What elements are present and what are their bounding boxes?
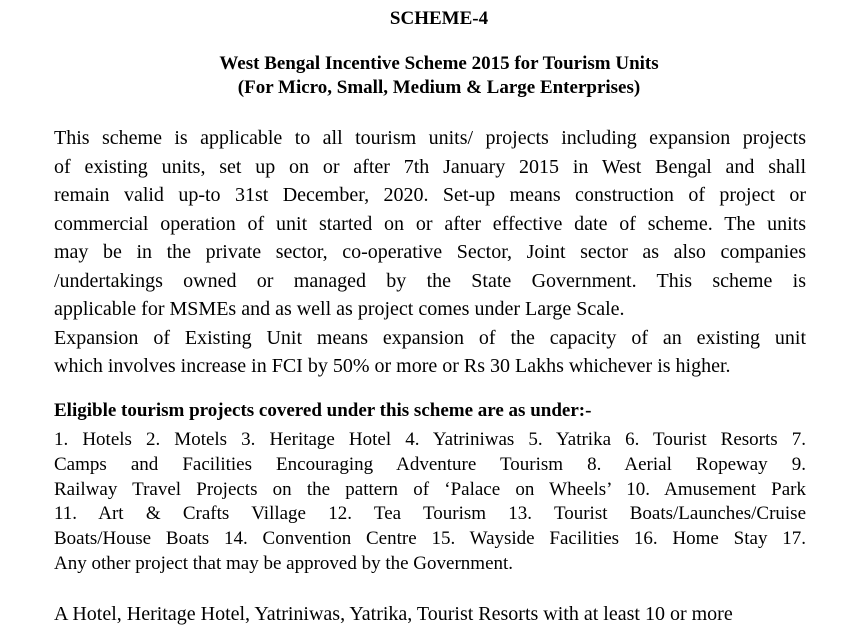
projects-line: 11. Art & Crafts Village 12. Tea Tourism 13. Tourist Boats/Launches/Cruise bbox=[54, 503, 806, 525]
scheme-subtitle: (For Micro, Small, Medium & Large Enterprises) bbox=[237, 77, 641, 98]
expansion-line: Expansion of Existing Unit means expansion of the capacity of an existing unit bbox=[54, 326, 806, 349]
intro-line: /undertakings owned or managed by the State Government. This scheme is bbox=[54, 269, 806, 292]
closing-paragraph: A Hotel, Heritage Hotel, Yatriniwas, Yatrika, Tourist Resorts with at least 10 or more bbox=[54, 603, 733, 625]
scheme-number-heading: SCHEME-4 bbox=[389, 8, 489, 29]
intro-line: applicable for MSMEs and as well as project comes under Large Scale. bbox=[54, 298, 625, 320]
intro-line: remain valid up-to 31st December, 2020. Set-up means construction of project or bbox=[54, 184, 806, 206]
expansion-line: which involves increase in FCI by 50% or more or Rs 30 Lakhs whichever is higher. bbox=[54, 355, 731, 377]
intro-line: commercial operation of unit started on or after effective date of scheme. The units bbox=[54, 212, 806, 235]
intro-paragraph bbox=[54, 124, 806, 381]
projects-line: Camps and Facilities Encouraging Adventure Tourism 8. Aerial Ropeway 9. bbox=[54, 453, 806, 475]
intro-line: may be in the private sector, co-operative Sector, Joint sector as also companies bbox=[54, 241, 806, 263]
projects-line: Railway Travel Projects on the pattern of ‘Palace on Wheels’ 10. Amusement Park bbox=[54, 478, 806, 500]
intro-line: of existing units, set up on or after 7th January 2015 in West Bengal and shall bbox=[54, 155, 806, 178]
intro-line: This scheme is applicable to all tourism units/ projects including expansion projects bbox=[54, 127, 806, 149]
projects-line: Boats/House Boats 14. Convention Centre 15. Wayside Facilities 16. Home Stay 17. bbox=[54, 528, 806, 550]
projects-line: Any other project that may be approved by the Government. bbox=[54, 552, 514, 574]
eligible-projects-heading: Eligible tourism projects covered under this scheme are as under:- bbox=[54, 400, 592, 421]
scheme-title: West Bengal Incentive Scheme 2015 for Tourism Units bbox=[219, 53, 659, 74]
projects-line: 1. Hotels 2. Motels 3. Heritage Hotel 4. Yatriniwas 5. Yatrika 6. Tourist Resorts 7. bbox=[54, 429, 806, 450]
eligible-projects-list bbox=[54, 428, 806, 577]
